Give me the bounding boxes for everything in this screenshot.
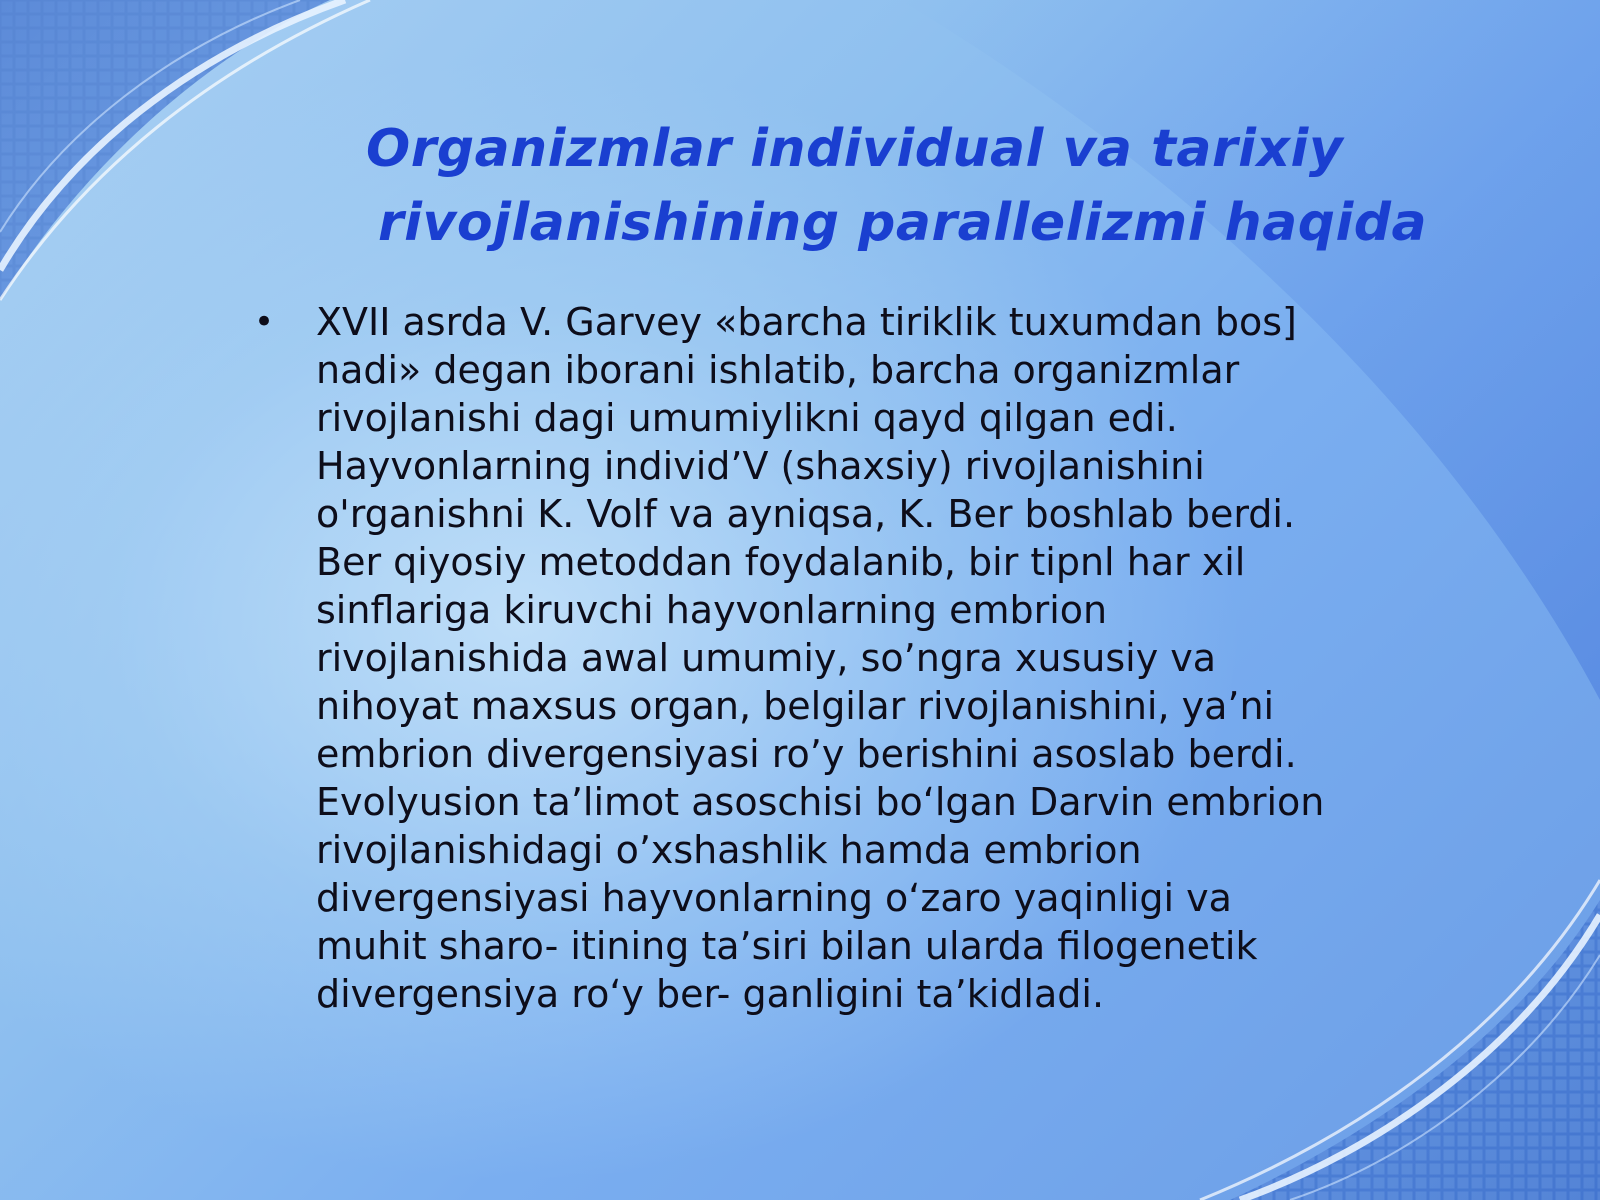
bullet-icon: • [254, 302, 275, 342]
slide-title [340, 112, 1460, 260]
body-bullet-list [250, 298, 1430, 1018]
slide-title-line-2: rivojlanishining parallelizmi haqida [378, 193, 1428, 253]
body-line-12: rivojlanishidagi o’xshashlik hamda embrion [316, 828, 1142, 872]
body-line-11: Evolyusion ta’limot asoschisi bo‘lgan Darvin embrion [316, 780, 1325, 824]
slide-title-line-1: Organizmlar individual va tarixiy [366, 119, 1344, 179]
body-line-9: nihoyat maxsus organ, belgilar rivojlanishini, ya’ni [316, 684, 1275, 728]
body-line-6: Ber qiyosiy metoddan foydalanib, bir tipnl har xil [316, 540, 1246, 584]
body-line-13: divergensiyasi hayvonlarning o‘zaro yaqinligi va [316, 876, 1232, 920]
body-line-1: XVII asrda V. Garvey «barcha tiriklik tuxumdan bos] [316, 300, 1297, 344]
body-line-2: nadi» degan iborani ishlatib, barcha organizmlar [316, 348, 1240, 392]
body-line-10: embrion divergensiyasi ro’y berishini asoslab berdi. [316, 732, 1297, 776]
bullet-paragraph [316, 298, 1430, 1018]
body-line-14: muhit sharo- itining ta’siri bilan ularda filogenetik [316, 924, 1258, 968]
body-line-5: o'rganishni K. Volf va ayniqsa, K. Ber boshlab berdi. [316, 492, 1296, 536]
body-line-8: rivojlanishida awal umumiy, so’ngra xususiy va [316, 636, 1217, 680]
body-line-7: sinflariga kiruvchi hayvonlarning embrion [316, 588, 1108, 632]
body-line-4: Hayvonlarning individ’V (shaxsiy) rivojlanishini [316, 444, 1205, 488]
bullet-item [250, 298, 1430, 1018]
body-line-3: rivojlanishi dagi umumiylikni qayd qilgan edi. [316, 396, 1178, 440]
body-line-15: divergensiya ro‘y ber- ganligini ta’kidladi. [316, 972, 1105, 1016]
